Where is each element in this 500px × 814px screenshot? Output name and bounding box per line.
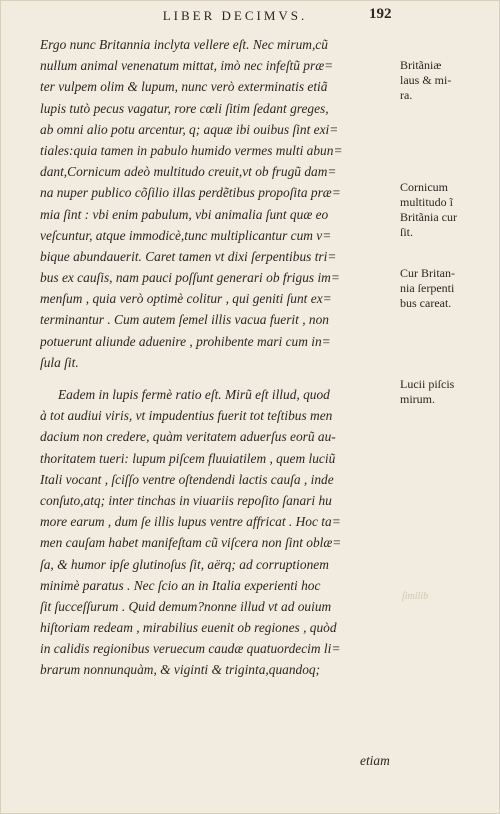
margin-note-line: Cur Britan- [400,266,455,280]
margin-note-line: Cornicum [400,180,448,194]
text-line: à tot audiui viris, vt impudentius fuerit tot teſtibus men [40,408,333,424]
text-line: in calidis regionibus veruecum caudæ quatuordecim li= [40,641,341,657]
text-line: tiales:quia tamen in pabulo humido vermes multi abun= [40,142,343,158]
text-line: mia ſint : vbi enim pabulum, vbi animalia ſunt quæ eo [40,206,329,222]
margin-note-cornicum [400,180,490,240]
text-line: brarum nonnunquàm, & viginti & triginta,quandoq; [40,662,321,678]
text-line: thoritatem tueri: lupum piſcem fluuiatilem , quem luciũ [40,450,336,466]
margin-note-line: laus & mi- [400,73,452,87]
margin-note-line: nia ſerpenti [400,281,455,295]
main-text-block [40,34,397,681]
margin-note-line: Britãniæ [400,58,442,72]
text-line: menſum , quia verò optimè colitur , qui geniti ſunt ex= [40,291,332,307]
text-line: ſula ſit. [40,354,79,370]
text-line: terminantur . Cum autem ſemel illis vacua fuerit , non [40,312,329,328]
catchword: etiam [360,753,390,768]
bleed-through-text: ſimilib [402,591,429,602]
text-line: ſa, & humor ipſe glutinoſus ſit, aërq; ad corruptionem [40,556,329,572]
text-line: ab omni alio potu arcentur, q; aquæ ibi ouibus ſint exi= [40,121,339,137]
margin-note-lucius [400,377,490,407]
text-line: Itali vocant , ſciſſo ventre oſtendendi lactis cauſa , inde [40,471,334,487]
margin-note-line: bus careat. [400,296,452,310]
text-line: Eadem in lupis fermè ratio eſt. Mirũ eſt illud, quod [58,387,330,402]
margin-note-line: multitudo ĩ [400,195,454,209]
text-line: potuerunt aliunde aduenire , prohibente mari cum in= [40,333,331,349]
page-header [0,6,500,28]
margin-note-serpentes [400,266,490,311]
text-line: conſuto,atq; inter tinchas in viuariis repoſito ſanari hu [40,492,332,508]
text-line: ter vulpem olim & lupum, nunc verò exterminatis etiã [40,79,328,95]
margin-note-line: Britãnia cur [400,210,457,224]
paragraph-gap [40,373,397,384]
text-line: na nuper publico cõſilio illas perdẽtibus propoſita præ= [40,185,341,201]
text-line: minimè paratus . Nec ſcio an in Italia experienti hoc [40,577,321,593]
margin-note-line: ſit. [400,225,414,239]
text-line: bique abundauerit. Caret tamen vt dixi ſerpentibus tri= [40,248,337,264]
margin-note-line: ra. [400,88,413,102]
text-line: dant,Cornicum adeò multitudo creuit,vt ob frugũ dam= [40,164,337,180]
text-line: men cauſam habet manifeſtam cũ viſcera non ſint oblæ= [40,535,342,551]
margin-note-line: mirum. [400,392,435,406]
running-head: LIBER DECIMVS. [162,8,308,23]
text-line: veſcuntur, atque immodicè,tunc multiplicantur cum v= [40,227,332,243]
folio-number: 192 [369,6,392,22]
text-line: more earum , dum ſe illis lupus ventre affricat . Hoc ta= [40,514,341,530]
margin-note-line: Lucii piſcis [400,377,455,391]
margin-note-britannia [400,58,490,103]
text-line: nullum animal venenatum mittat, imò nec infeſtũ præ= [40,58,334,74]
text-line: dacium non credere, quàm veritatem aduerſus eorũ au- [40,429,336,445]
text-line: hiſtoriam redeam , mirabilius euenit ob regiones , quòd [40,620,337,636]
text-line: bus ex cauſis, nam pauci poſſunt generari ob frigus im= [40,270,340,286]
text-line: Ergo nunc Britannia inclyta vellere eſt. Nec mirum,cũ [40,37,328,52]
text-line: ſit ſucceſſurum . Quid demum?nonne illud vt ad ouium [40,598,332,614]
text-line: lupis tutò pecus vagatur, rore cœli ſitim ſedant greges, [40,100,329,116]
